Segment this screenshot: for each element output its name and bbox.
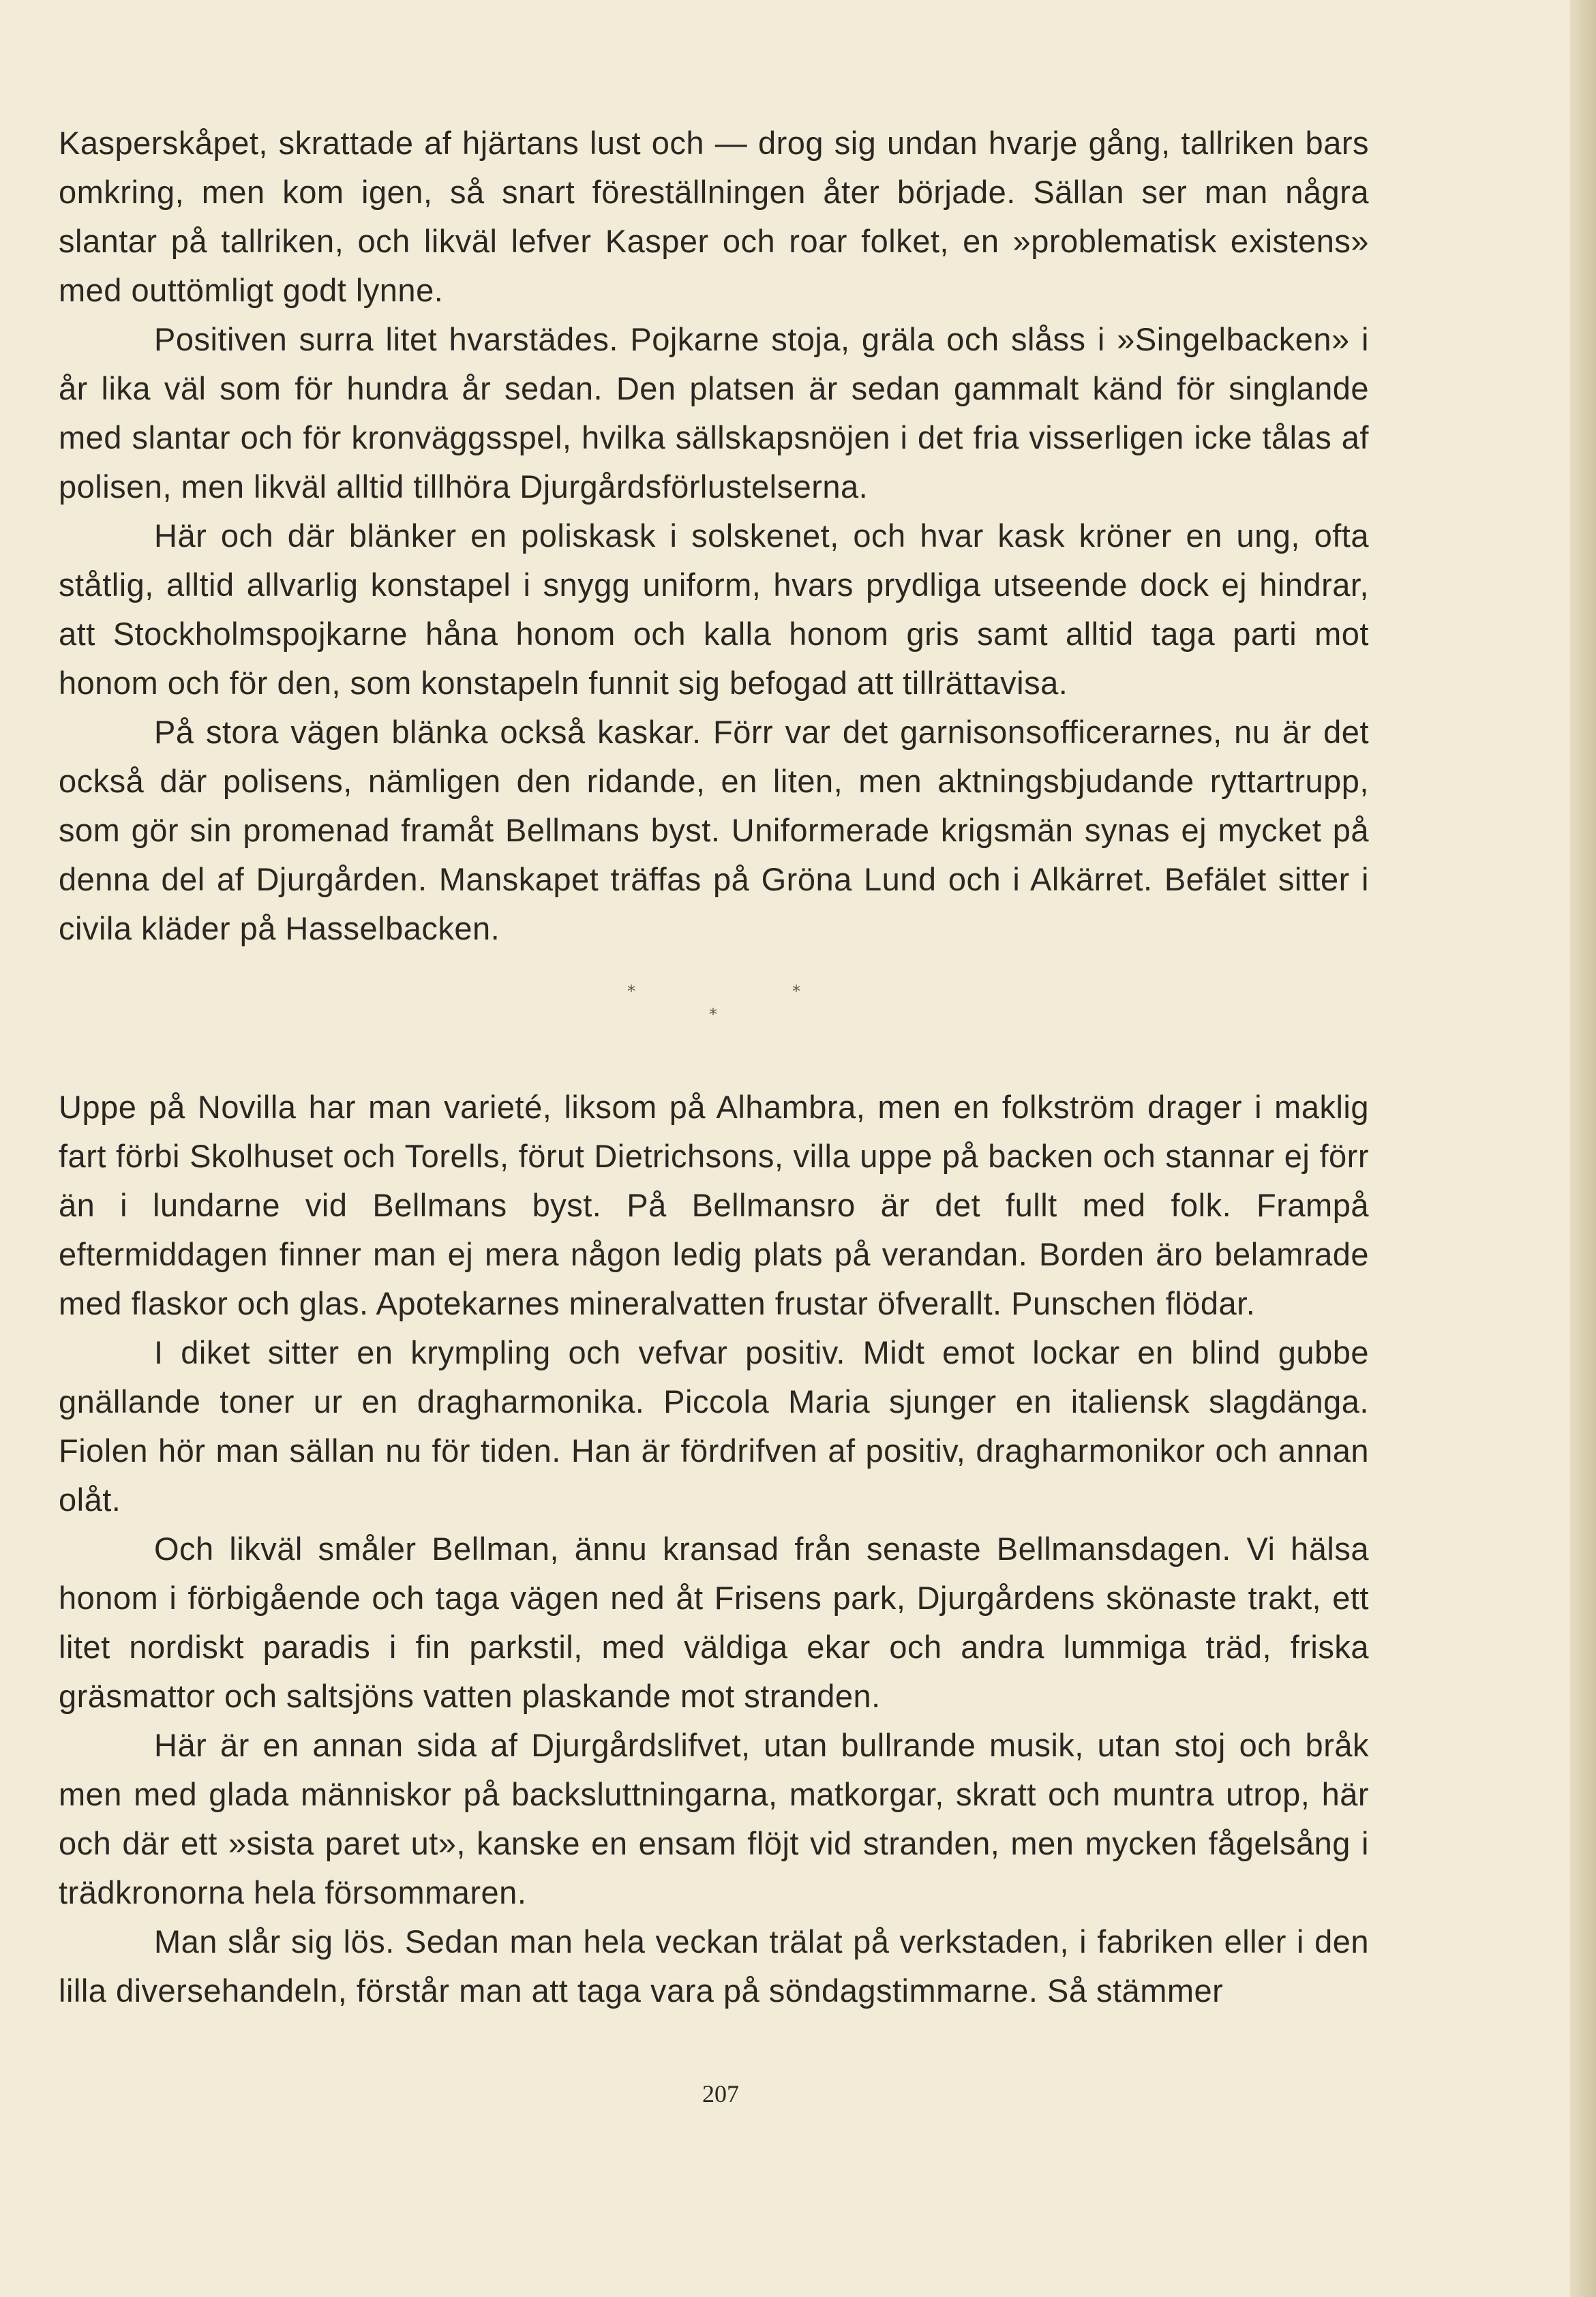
page-gutter <box>1570 0 1596 2297</box>
page-number: 207 <box>702 2080 739 2107</box>
paragraph-1: Kasperskåpet, skrattade af hjärtans lust och — drog sig undan hvarje gång, tallriken bars omkring, men kom igen, så snart föreställningen åter började. Sällan ser man några slantar på tallriken, och likväl lefver Kasper och roar folket, en »problematisk existens» med outtömligt godt lynne. <box>59 125 1369 308</box>
paragraph-5: Uppe på Novilla har man varieté, liksom på Alhambra, men en folkström drager i maklig fart förbi Skolhuset och Torells, förut Dietrichsons, villa uppe på backen och stannar ej förr än i lundarne vid Bellmans byst. På Bellmansro är det fullt med folk. Frampå eftermiddagen finner man ej mera någon ledig plats på verandan. Borden äro belamrade med flaskor och glas. Apotekarnes mineralvatten frustar öfverallt. Punschen flödar. <box>59 1089 1369 1321</box>
paragraph-3: Här och där blänker en poliskask i solskenet, och hvar kask kröner en ung, ofta ståtlig, alltid allvarlig konstapel i snygg uniform, hvars prydliga utseende dock ej hindrar, att Stockholmspojkarne håna honom och kalla honom gris samt alltid taga parti mot honom och för den, som konstapeln funnit sig befogad att tillrättavisa. <box>59 517 1369 701</box>
paragraph-2: Positiven surra litet hvarstädes. Pojkarne stoja, gräla och slåss i »Singelbacken» i år lika väl som för hundra år sedan. Den platsen är sedan gammalt känd för singlande med slantar och för kronväggsspel, hvilka sällskapsnöjen i det fria visserligen icke tålas af polisen, men likväl alltid tillhöra Djurgårdsförlustelserna. <box>59 321 1369 505</box>
divider-star: * <box>792 982 800 1001</box>
divider-star: * <box>709 1005 717 1024</box>
paragraph-4: På stora vägen blänka också kaskar. Förr var det garnisonsofficerarnes, nu är det också där polisens, nämligen den ridande, en liten, men aktningsbjudande ryttartrupp, som gör sin promenad framåt Bellmans byst. Uniformerade krigsmän synas ej mycket på denna del af Djurgården. Manskapet träffas på Gröna Lund och i Alkärret. Befälet sitter i civila kläder på Hasselbacken. <box>59 714 1369 946</box>
divider-star: * <box>627 982 635 1001</box>
text-section-1 <box>59 119 1369 953</box>
text-section-2 <box>59 1083 1369 2015</box>
paragraph-9: Man slår sig lös. Sedan man hela veckan trälat på verkstaden, i fabriken eller i den lilla diversehandeln, förstår man att taga vara på söndagstimmarne. Så stämmer <box>59 1923 1369 2009</box>
paragraph-8: Här är en annan sida af Djurgårdslifvet, utan bullrande musik, utan stoj och bråk men med glada människor på backsluttningarna, matkorgar, skratt och muntra utrop, här och där ett »sista paret ut», kanske en ensam flöjt vid stranden, men mycken fågelsång i trädkronorna hela försommaren. <box>59 1727 1369 1910</box>
section-divider <box>0 982 1596 1050</box>
paragraph-7: Och likväl småler Bellman, ännu kransad från senaste Bellmansdagen. Vi hälsa honom i förbigående och taga vägen ned åt Frisens park, Djurgårdens skönaste trakt, ett litet nordiskt paradis i fin parkstil, med väldiga ekar och andra lummiga träd, friska gräsmattor och saltsjöns vatten plaskande mot stranden. <box>59 1531 1369 1714</box>
paragraph-6: I diket sitter en krympling och vefvar positiv. Midt emot lockar en blind gubbe gnällande toner ur en dragharmonika. Piccola Maria sjunger en italiensk slagdänga. Fiolen hör man sällan nu för tiden. Han är fördrifven af positiv, dragharmonikor och annan olåt. <box>59 1334 1369 1518</box>
